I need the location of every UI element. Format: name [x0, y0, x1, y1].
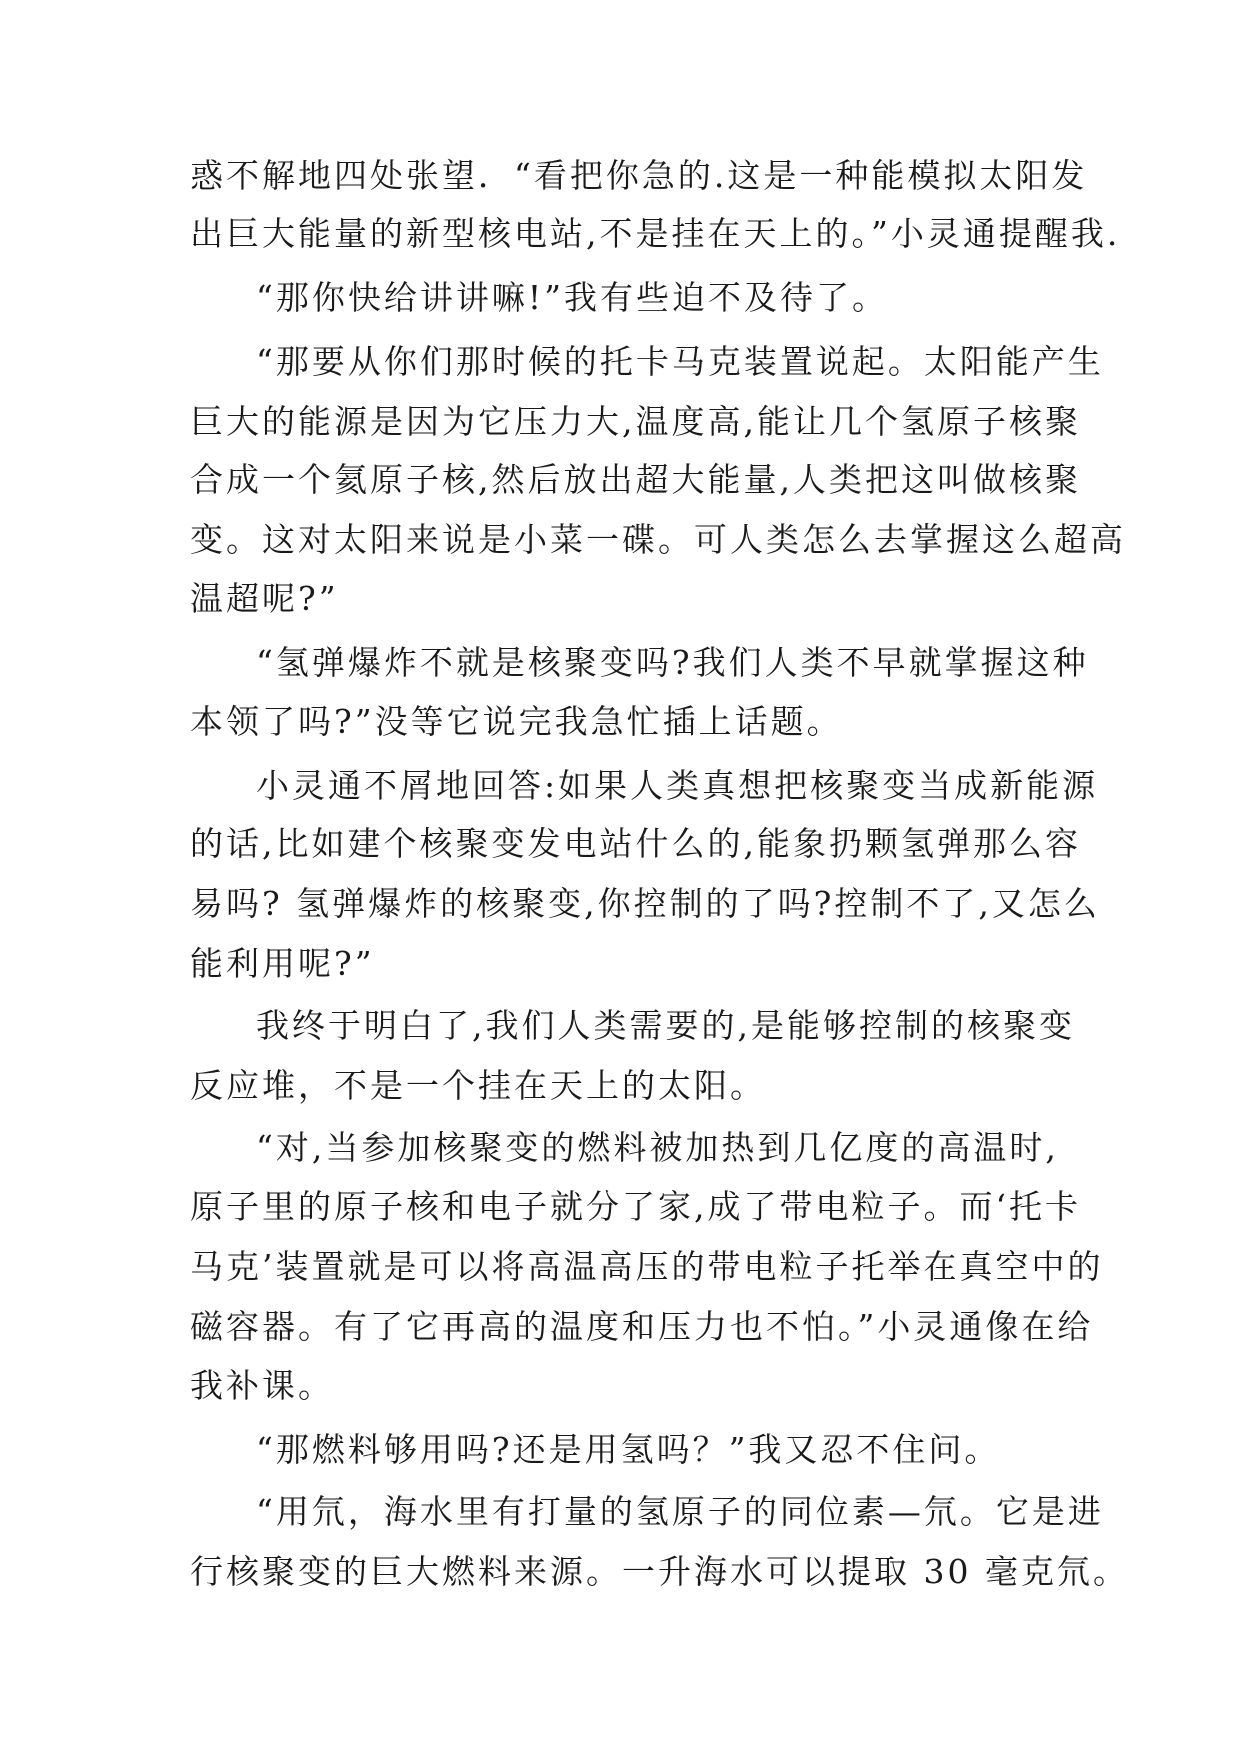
text-line: 行核聚变的巨大燃料来源。一升海水可以提取 30 毫克氘。 [190, 1552, 1129, 1591]
text-line: “氢弹爆炸不就是核聚变吗?我们人类不早就掌握这种 [256, 643, 1089, 682]
text-line: 巨大的能源是因为它压力大,温度高,能让几个氢原子核聚 [190, 402, 1081, 441]
text-line: 我补课。 [190, 1366, 334, 1405]
text-line: 变。这对太阳来说是小菜一碟。可人类怎么去掌握这么超高 [190, 520, 1126, 559]
text-line: 反应堆，不是一个挂在天上的太阳。 [190, 1066, 766, 1105]
text-line: 的话,比如建个核聚变发电站什么的,能象扔颗氢弹那么容 [190, 824, 1081, 863]
text-line: 能利用呢?” [190, 944, 375, 983]
text-line: 小灵通不屑地回答:如果人类真想把核聚变当成新能源 [256, 766, 1099, 805]
text-line: 温超呢?” [190, 579, 339, 618]
text-line: 原子里的原子核和电子就分了家,成了带电粒子。而‘托卡 [190, 1187, 1081, 1226]
text-line: “那要从你们那时候的托卡马克装置说起。太阳能产生 [256, 342, 1104, 381]
text-line: 我终于明白了,我们人类需要的,是能够控制的核聚变 [256, 1006, 1075, 1045]
text-line: 合成一个氦原子核,然后放出超大能量,人类把这叫做核聚 [190, 460, 1081, 499]
text-line: 惑不解地四处张望．“看把你急的.这是一种能模拟太阳发 [190, 156, 1088, 195]
text-line: 磁容器。有了它再高的温度和压力也不怕。”小灵通像在给 [190, 1307, 1094, 1346]
text-line: 本领了吗?”没等它说完我急忙插上话题。 [190, 702, 843, 741]
text-line: “对,当参加核聚变的燃料被加热到几亿度的高温时, [256, 1128, 1059, 1167]
text-line: “那燃料够用吗?还是用氢吗？”我又忍不住问。 [256, 1430, 1001, 1469]
text-line: “用氘，海水里有打量的氢原子的同位素—氘。它是进 [256, 1492, 1104, 1531]
text-line: 马克’装置就是可以将高温高压的带电粒子托举在真空中的 [190, 1247, 1104, 1286]
text-line: “那你快给讲讲嘛!”我有些迫不及待了。 [256, 278, 889, 317]
text-line: 出巨大能量的新型核电站,不是挂在天上的。”小灵通提醒我. [190, 214, 1121, 253]
text-line: 易吗? 氢弹爆炸的核聚变,你控制的了吗?控制不了,又怎么 [190, 884, 1100, 923]
